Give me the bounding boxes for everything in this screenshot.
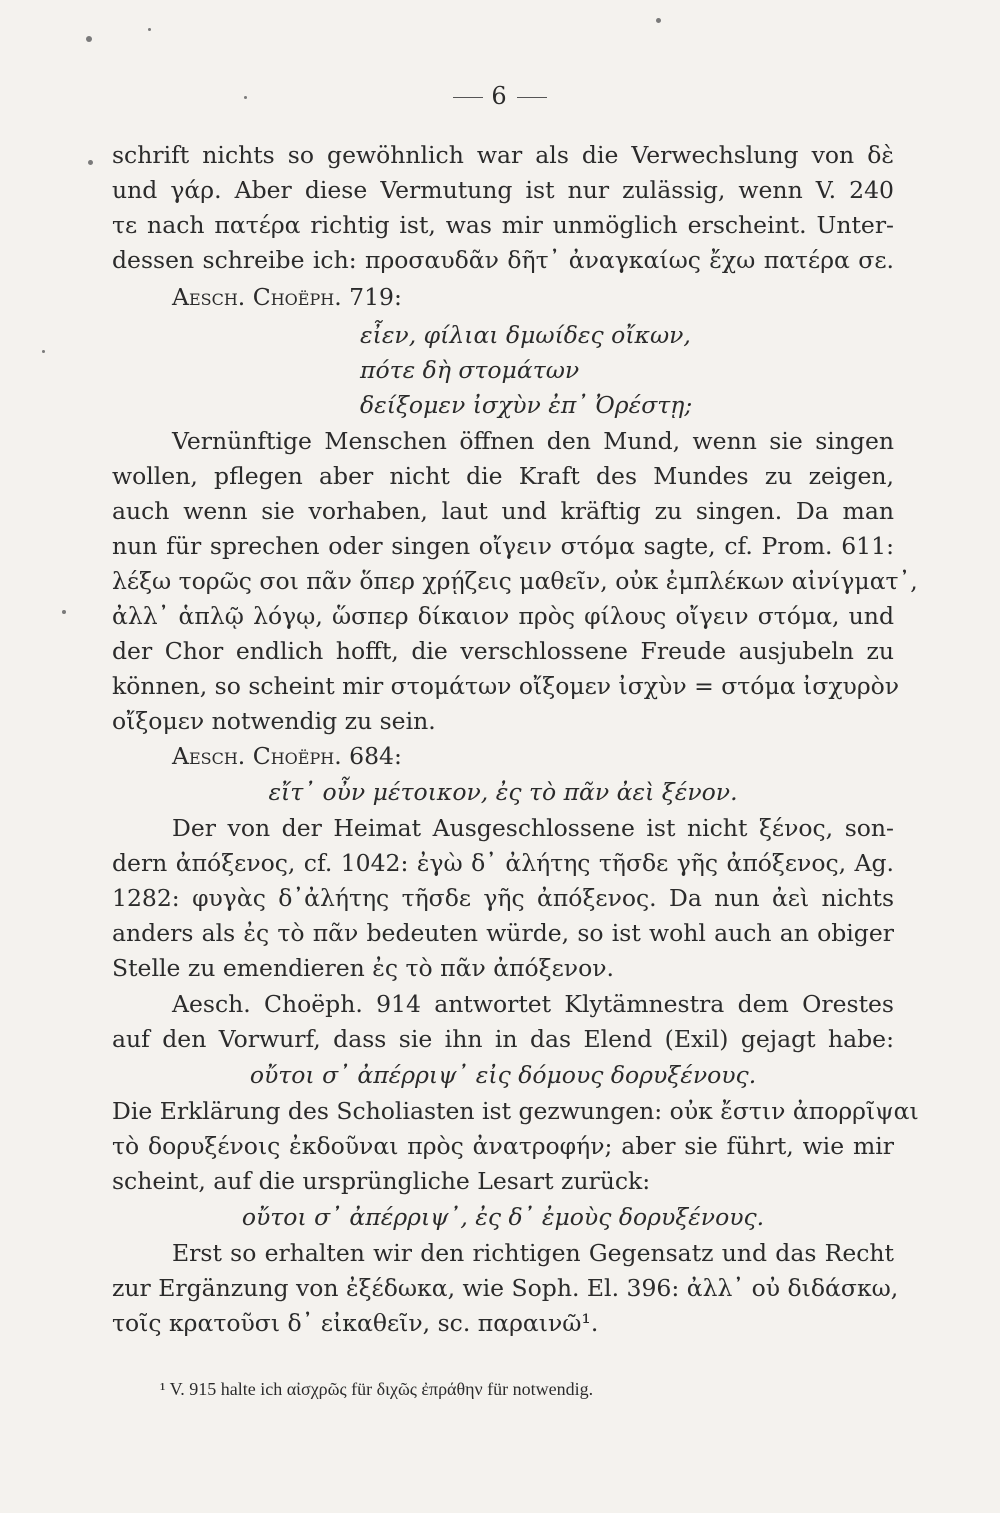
text-line: nun für sprechen oder singen οἴγειν στόμα sagte, cf. Prom. 611: [112,532,894,560]
quote-line: εἴτ᾽ οὖν μέτοικον, ἐς τὸ πᾶν ἀεὶ ξένον. [268,778,738,806]
speck [656,18,661,23]
speck [148,28,151,31]
quote-line: εἶεν, φίλιαι δμωίδες οἴκων, [360,321,691,349]
text-line: οἴξομεν notwendig zu sein. [112,707,436,735]
quote-line: οὔτοι σ᾽ ἀπέρριψ᾽ εἰς δόμους δορυξένους. [249,1061,757,1089]
quote-line: πότε δὴ στομάτων [360,356,580,384]
page-number: 6 [0,82,1000,110]
speck [62,610,66,614]
text-line: dern ἀπόξενος, cf. 1042: ἐγὼ δ᾽ ἀλήτης τῆσδε γῆς ἀπόξενος, Ag. [112,849,894,877]
text-line: dessen schreibe ich: προσαυδᾶν δῆτ᾽ ἀναγκαίως ἔχω πατέρα σε. [112,246,894,274]
citation-heading: Aesch. Choëph. 684: [172,742,402,770]
text-line: τε nach πατέρα richtig ist, was mir unmöglich erscheint. Unter- [112,211,894,239]
text-line: und γάρ. Aber diese Vermutung ist nur zulässig, wenn V. 240 [112,176,894,204]
text-line: 1282: φυγὰς δ᾽ἀλήτης τῆσδε γῆς ἀπόξενος. Da nun ἀεὶ nichts [112,884,894,912]
text-line: auch wenn sie vorhaben, laut und kräftig zu singen. Da man [112,497,894,525]
text-line: Die Erklärung des Scholiasten ist gezwungen: οὐκ ἔστιν ἀπορρῖψαι [112,1097,919,1125]
text-line: auf den Vorwurf, dass sie ihn in das Elend (Exil) gejagt habe: [112,1025,894,1053]
text-line: τοῖς κρατοῦσι δ᾽ εἰκαθεῖν, sc. παραινῶ¹. [112,1309,599,1337]
quote-line: δείξομεν ἰσχὺν ἐπ᾽ Ὀρέστῃ; [360,391,693,419]
text-line: Aesch. Choëph. 914 antwortet Klytämnestra dem Orestes [172,990,894,1018]
text-line: der Chor endlich hofft, die verschlossene Freude ausjubeln zu [112,637,894,665]
footnote: ¹ V. 915 halte ich αἰσχρῶς für διχῶς ἐπράθην für notwendig. [160,1379,594,1399]
text-line: Erst so erhalten wir den richtigen Gegensatz und das Recht [172,1239,894,1267]
text-line: schrift nichts so gewöhnlich war als die Verwechslung von δὲ [112,141,894,169]
text-line: können, so scheint mir στομάτων οἴξομεν ἰσχὺν = στόμα ἰσχυρὸν [112,672,900,700]
speck [86,36,92,42]
text-line: τὸ δορυξένοις ἐκδοῦναι πρὸς ἀνατροφήν; aber sie führt, wie mir [112,1132,894,1160]
text-line: λέξω τορῶς σοι πᾶν ὅπερ χρῄζεις μαθεῖν, οὐκ ἐμπλέκων αἰνίγματ᾽, [112,567,918,595]
text-line: Der von der Heimat Ausgeschlossene ist nicht ξένος, son- [172,814,894,842]
citation-heading: Aesch. Choëph. 719: [172,283,402,311]
text-line: ἀλλ᾽ ἁπλῷ λόγῳ, ὥσπερ δίκαιον πρὸς φίλους οἴγειν στόμα, und [112,602,894,630]
speck [42,350,45,353]
text-line: wollen, pflegen aber nicht die Kraft des Mundes zu zeigen, [112,462,894,490]
text-line: Vernünftige Menschen öffnen den Mund, wenn sie singen [172,427,894,455]
text-line: scheint, auf die ursprüngliche Lesart zurück: [112,1167,651,1195]
quote-line: οὔτοι σ᾽ ἀπέρριψ᾽, ἐς δ᾽ ἐμοὺς δορυξένους. [241,1203,765,1231]
speck [88,160,93,165]
text-line: anders als ἐς τὸ πᾶν bedeuten würde, so ist wohl auch an obiger [112,919,894,947]
text-line: Stelle zu emendieren ἐς τὸ πᾶν ἀπόξενον. [112,954,614,982]
text-line: zur Ergänzung von ἐξέδωκα, wie Soph. El. 396: ἀλλ᾽ οὐ διδάσκω, [112,1274,899,1302]
